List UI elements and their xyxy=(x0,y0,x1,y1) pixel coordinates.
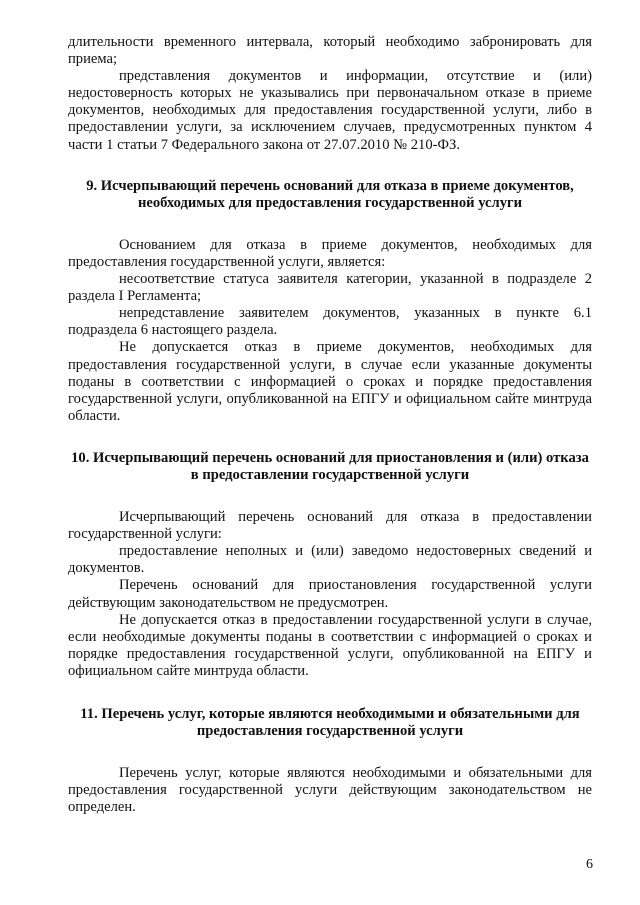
page-content xyxy=(68,34,592,816)
section-9-paragraph-4: Не допускается отказ в приеме документов, необходимых для предоставления государственной услуги, в случае если указанные документы поданы в соответствии с информацией о сроках и порядке предоставления государственной услуги, опубликованной на ЕПГУ и официальном сайте минтруда области. xyxy=(68,339,592,424)
page-number: 6 xyxy=(586,857,593,872)
section-9-paragraph-1: Основанием для отказа в приеме документов, необходимых для предоставления государственной услуги, является: xyxy=(68,236,592,270)
section-11-paragraph-1: Перечень услуг, которые являются необходимыми и обязательными для предоставления государственной услуги действующим законодательством не определен. xyxy=(68,765,592,816)
intro-paragraph-1: длительности временного интервала, который необходимо забронировать для приема; xyxy=(68,34,592,68)
section-9-paragraph-2: несоответствие статуса заявителя категории, указанной в подразделе 2 раздела I Регламента; xyxy=(68,271,592,305)
section-9-paragraph-3: непредставление заявителем документов, указанных в пункте 6.1 подраздела 6 настоящего раздела. xyxy=(68,305,592,339)
section-10-paragraph-2: предоставление неполных и (или) заведомо недостоверных сведений и документов. xyxy=(68,543,592,577)
section-10-paragraph-1: Исчерпывающий перечень оснований для отказа в предоставлении государственной услуги: xyxy=(68,509,592,543)
intro-paragraph-2: представления документов и информации, отсутствие и (или) недостоверность которых не указывались при первоначальном отказе в приеме документов, необходимых для предоставления государственной услуги, либо в предоставлении услуги, за исключением случаев, предусмотренных пунктом 4 части 1 статьи 7 Федерального закона от 27.07.2010 № 210-ФЗ. xyxy=(68,68,592,153)
section-10-heading: 10. Исчерпывающий перечень оснований для приостановления и (или) отказа в предоставлении государственной услуги xyxy=(71,449,589,483)
section-11-heading: 11. Перечень услуг, которые являются необходимыми и обязательными для предоставления государственной услуги xyxy=(80,706,580,740)
section-10-paragraph-4: Не допускается отказ в предоставлении государственной услуги в случае, если необходимые документы поданы в соответствии с информацией о сроках и порядке предоставления государственной услуги, опубликованной на ЕПГУ и официальном сайте минтруда области. xyxy=(68,611,592,679)
section-9-heading: 9. Исчерпывающий перечень оснований для отказа в приеме документов, необходимых для предоставления государственной услуги xyxy=(86,177,574,211)
section-10-paragraph-3: Перечень оснований для приостановления государственной услуги действующим законодательством не предусмотрен. xyxy=(68,577,592,611)
